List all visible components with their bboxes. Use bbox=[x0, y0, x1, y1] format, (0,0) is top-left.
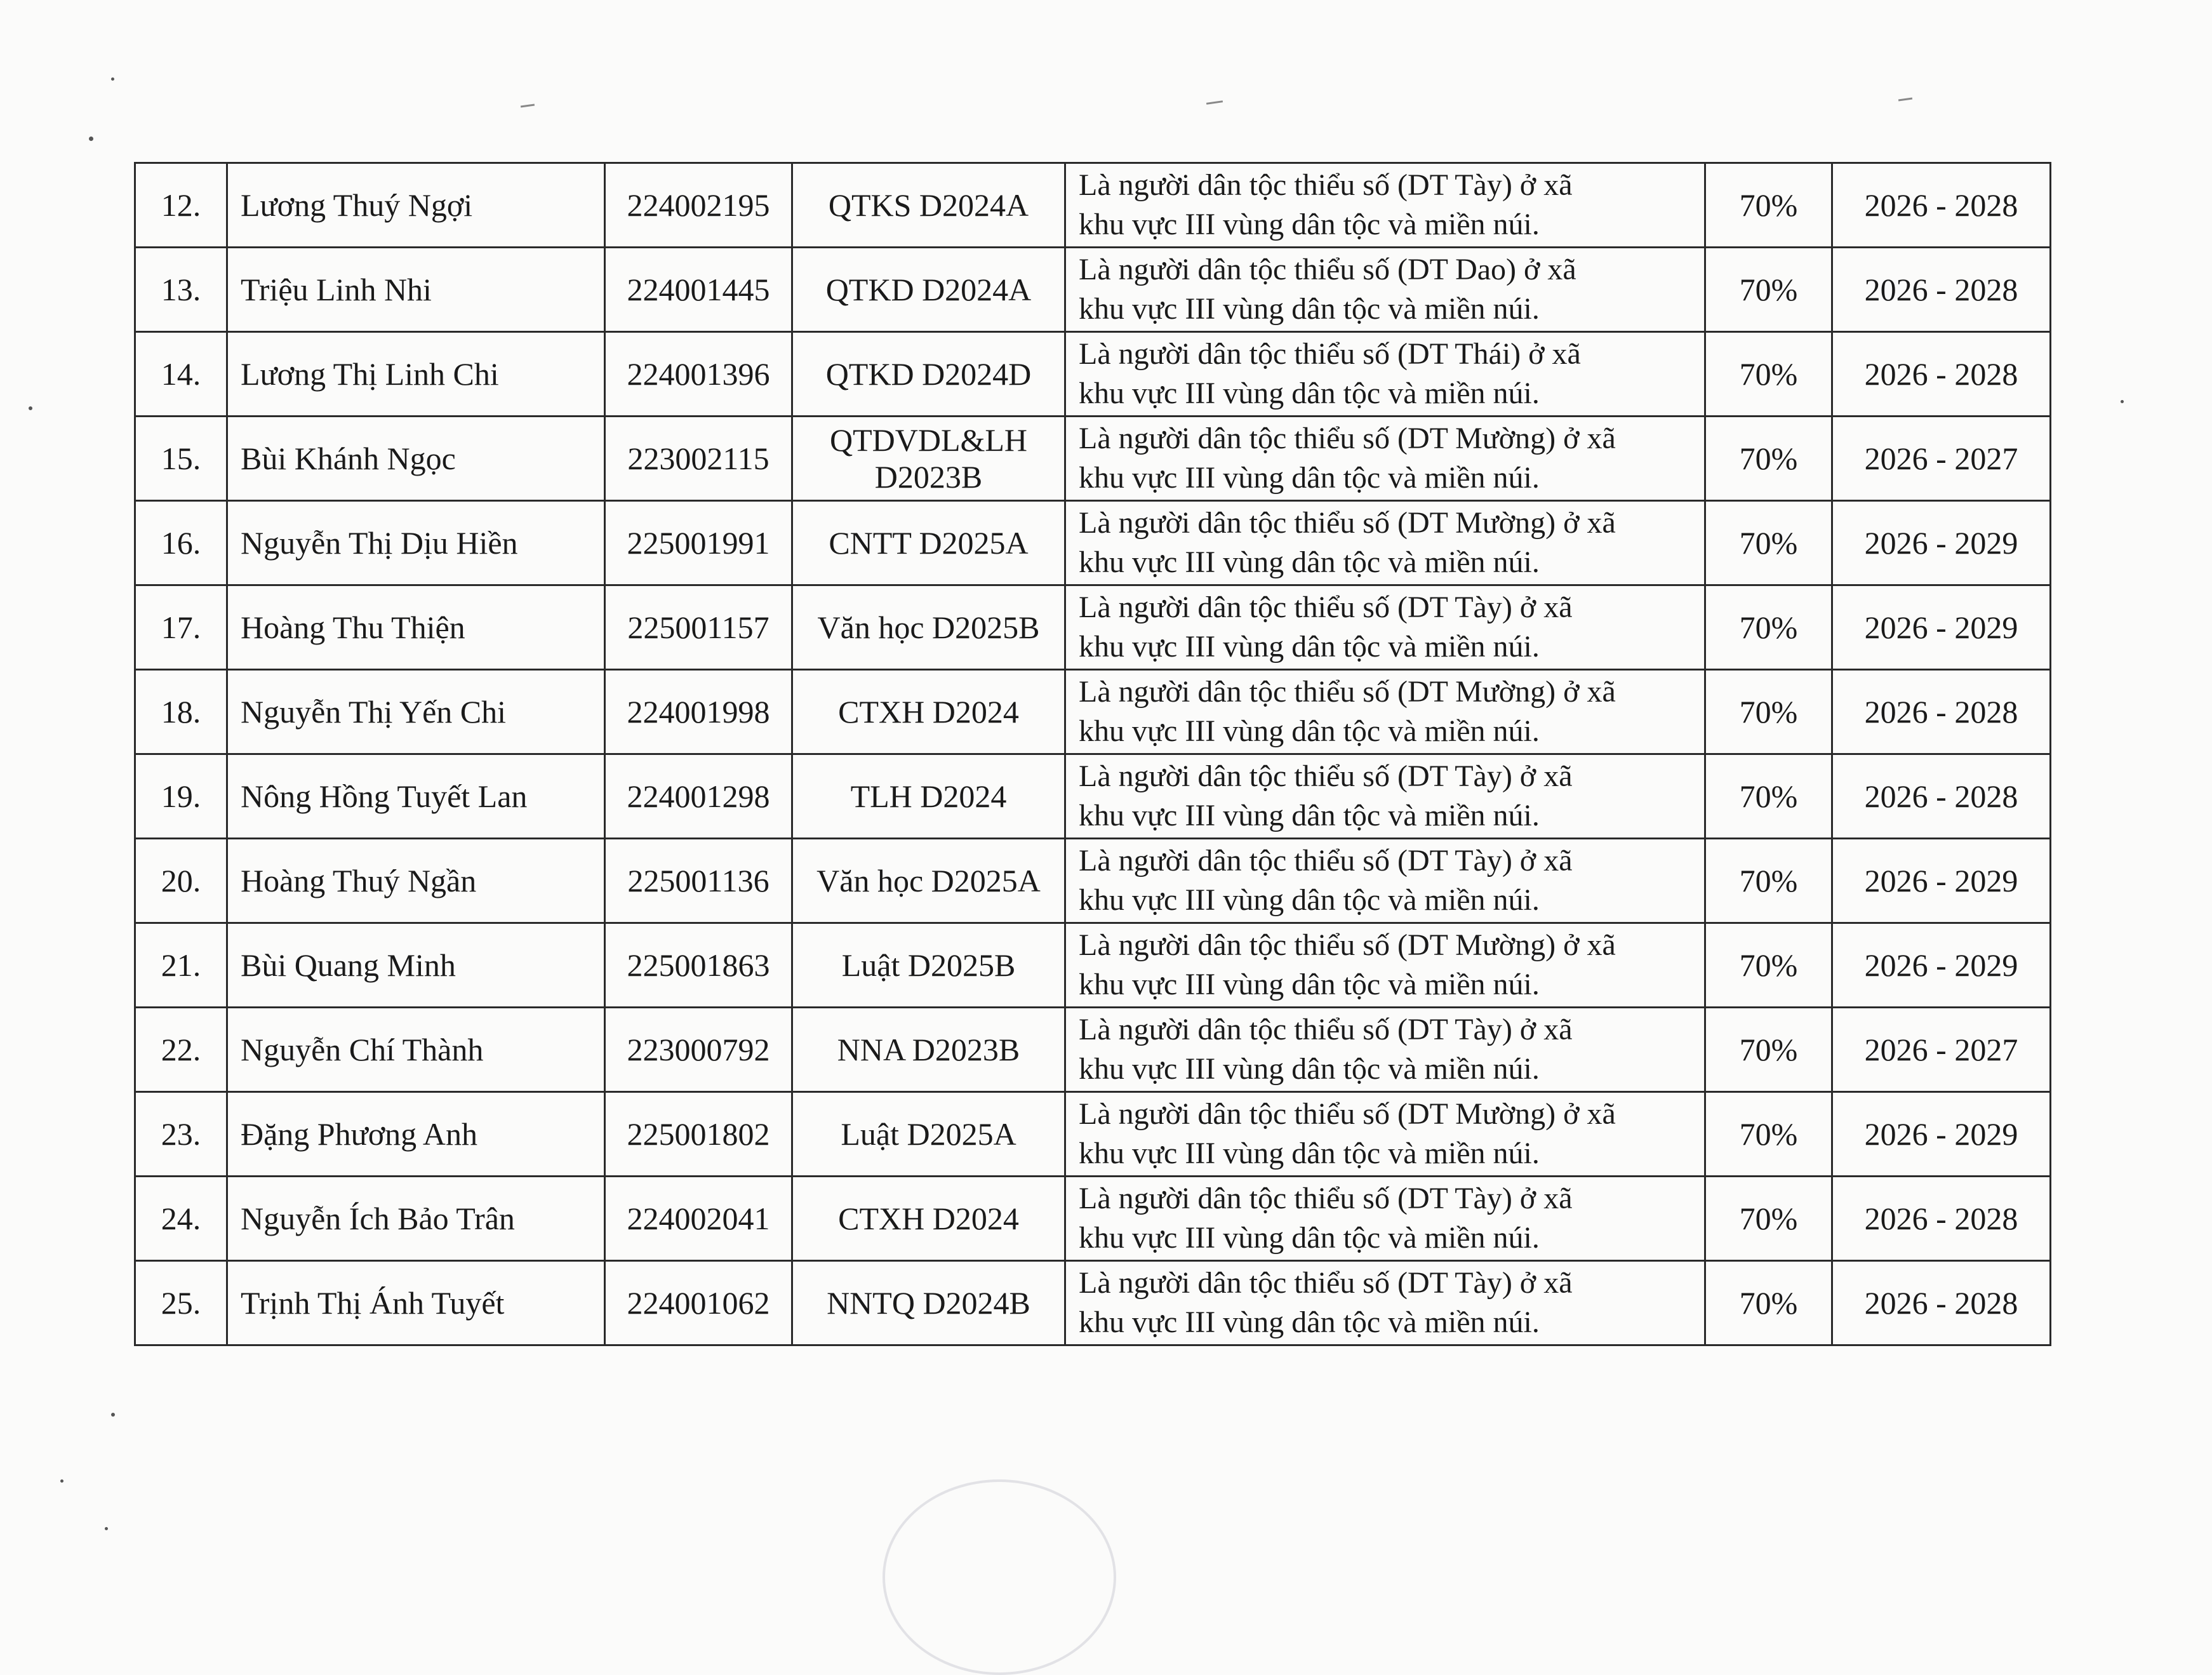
student-id: 225001157 bbox=[605, 585, 792, 670]
row-number: 23. bbox=[135, 1092, 227, 1177]
scan-speck bbox=[111, 1413, 115, 1417]
reason-line: khu vực III vùng dân tộc và miền núi. bbox=[1079, 1052, 1540, 1086]
support-rate: 70% bbox=[1705, 248, 1832, 332]
support-period: 2026 - 2029 bbox=[1832, 1092, 2051, 1177]
eligibility-reason bbox=[1065, 501, 1705, 585]
class-name bbox=[792, 754, 1065, 839]
reason-line: Là người dân tộc thiểu số (DT Mường) ở xã bbox=[1079, 506, 1616, 540]
table-row bbox=[135, 839, 2051, 923]
table-row bbox=[135, 1008, 2051, 1092]
eligibility-reason bbox=[1065, 332, 1705, 417]
reason-line: khu vực III vùng dân tộc và miền núi. bbox=[1079, 714, 1540, 748]
reason-line: Là người dân tộc thiểu số (DT Tày) ở xã bbox=[1079, 168, 1573, 202]
class-name bbox=[792, 1261, 1065, 1345]
eligibility-reason bbox=[1065, 670, 1705, 754]
class-name bbox=[792, 332, 1065, 417]
row-number: 18. bbox=[135, 670, 227, 754]
support-period: 2026 - 2028 bbox=[1832, 248, 2051, 332]
class-line: CTXH D2024 bbox=[838, 694, 1019, 730]
table-row bbox=[135, 754, 2051, 839]
eligibility-reason bbox=[1065, 1008, 1705, 1092]
student-id: 224002041 bbox=[605, 1177, 792, 1261]
student-name: Trịnh Thị Ánh Tuyết bbox=[227, 1261, 605, 1345]
support-period: 2026 - 2028 bbox=[1832, 754, 2051, 839]
reason-line: Là người dân tộc thiểu số (DT Tày) ở xã bbox=[1079, 1013, 1573, 1046]
student-name: Đặng Phương Anh bbox=[227, 1092, 605, 1177]
student-table bbox=[134, 162, 2049, 1346]
reason-line: Là người dân tộc thiểu số (DT Tày) ở xã bbox=[1079, 1182, 1573, 1215]
scan-speck bbox=[111, 77, 114, 81]
class-name bbox=[792, 417, 1065, 501]
support-rate: 70% bbox=[1705, 923, 1832, 1008]
class-name bbox=[792, 1177, 1065, 1261]
student-name: Nguyễn Thị Dịu Hiền bbox=[227, 501, 605, 585]
student-id: 224001298 bbox=[605, 754, 792, 839]
student-name: Nông Hồng Tuyết Lan bbox=[227, 754, 605, 839]
support-rate: 70% bbox=[1705, 163, 1832, 248]
class-line: TLH D2024 bbox=[850, 778, 1007, 814]
reason-line: khu vực III vùng dân tộc và miền núi. bbox=[1079, 968, 1540, 1001]
table-row bbox=[135, 1092, 2051, 1177]
reason-line: khu vực III vùng dân tộc và miền núi. bbox=[1079, 461, 1540, 495]
support-period: 2026 - 2028 bbox=[1832, 163, 2051, 248]
eligibility-reason bbox=[1065, 1261, 1705, 1345]
scan-mark bbox=[1898, 97, 1912, 101]
eligibility-reason bbox=[1065, 1092, 1705, 1177]
support-period: 2026 - 2028 bbox=[1832, 1261, 2051, 1345]
eligibility-reason bbox=[1065, 839, 1705, 923]
reason-line: khu vực III vùng dân tộc và miền núi. bbox=[1079, 1305, 1540, 1339]
support-period: 2026 - 2028 bbox=[1832, 332, 2051, 417]
class-line: Luật D2025B bbox=[841, 947, 1016, 983]
class-line: QTKD D2024D bbox=[825, 356, 1032, 392]
scan-speck bbox=[29, 406, 32, 410]
student-id: 225001991 bbox=[605, 501, 792, 585]
reason-line: Là người dân tộc thiểu số (DT Tày) ở xã bbox=[1079, 844, 1573, 878]
support-rate: 70% bbox=[1705, 839, 1832, 923]
support-rate: 70% bbox=[1705, 501, 1832, 585]
class-name bbox=[792, 248, 1065, 332]
reason-line: khu vực III vùng dân tộc và miền núi. bbox=[1079, 208, 1540, 241]
faded-stamp bbox=[883, 1479, 1116, 1675]
table-body bbox=[135, 163, 2051, 1345]
table-row bbox=[135, 417, 2051, 501]
support-rate: 70% bbox=[1705, 417, 1832, 501]
student-id: 223002115 bbox=[605, 417, 792, 501]
row-number: 14. bbox=[135, 332, 227, 417]
support-period: 2026 - 2029 bbox=[1832, 501, 2051, 585]
row-number: 25. bbox=[135, 1261, 227, 1345]
class-name bbox=[792, 1092, 1065, 1177]
row-number: 13. bbox=[135, 248, 227, 332]
reason-line: khu vực III vùng dân tộc và miền núi. bbox=[1079, 630, 1540, 664]
class-line: NNTQ D2024B bbox=[827, 1285, 1030, 1321]
class-line: Văn học D2025B bbox=[817, 610, 1040, 645]
class-line: QTKD D2024A bbox=[825, 272, 1032, 307]
reason-line: khu vực III vùng dân tộc và miền núi. bbox=[1079, 292, 1540, 326]
class-line: D2023B bbox=[874, 459, 983, 495]
support-period: 2026 - 2029 bbox=[1832, 923, 2051, 1008]
class-name bbox=[792, 923, 1065, 1008]
support-rate: 70% bbox=[1705, 754, 1832, 839]
class-line: CTXH D2024 bbox=[838, 1201, 1019, 1236]
student-name: Lương Thuý Ngợi bbox=[227, 163, 605, 248]
eligibility-reason bbox=[1065, 1177, 1705, 1261]
support-period: 2026 - 2028 bbox=[1832, 1177, 2051, 1261]
row-number: 22. bbox=[135, 1008, 227, 1092]
student-id: 225001802 bbox=[605, 1092, 792, 1177]
student-id: 224001396 bbox=[605, 332, 792, 417]
table-row bbox=[135, 1261, 2051, 1345]
class-name bbox=[792, 585, 1065, 670]
class-name bbox=[792, 670, 1065, 754]
student-name: Nguyễn Chí Thành bbox=[227, 1008, 605, 1092]
student-id: 224001445 bbox=[605, 248, 792, 332]
scan-mark bbox=[521, 103, 535, 107]
student-name: Nguyễn Thị Yến Chi bbox=[227, 670, 605, 754]
scan-speck bbox=[105, 1527, 108, 1530]
scan-speck bbox=[60, 1479, 63, 1483]
class-line: NNA D2023B bbox=[837, 1032, 1020, 1067]
reason-line: Là người dân tộc thiểu số (DT Dao) ở xã bbox=[1079, 253, 1576, 286]
table-row bbox=[135, 670, 2051, 754]
row-number: 17. bbox=[135, 585, 227, 670]
row-number: 20. bbox=[135, 839, 227, 923]
student-id: 224001998 bbox=[605, 670, 792, 754]
support-period: 2026 - 2027 bbox=[1832, 1008, 2051, 1092]
table-row bbox=[135, 163, 2051, 248]
reason-line: Là người dân tộc thiểu số (DT Tày) ở xã bbox=[1079, 591, 1573, 624]
support-period: 2026 - 2029 bbox=[1832, 585, 2051, 670]
support-rate: 70% bbox=[1705, 585, 1832, 670]
scan-speck bbox=[2121, 400, 2124, 403]
eligibility-reason bbox=[1065, 754, 1705, 839]
row-number: 16. bbox=[135, 501, 227, 585]
eligibility-reason bbox=[1065, 585, 1705, 670]
row-number: 19. bbox=[135, 754, 227, 839]
eligibility-reason bbox=[1065, 923, 1705, 1008]
support-period: 2026 - 2028 bbox=[1832, 670, 2051, 754]
student-name: Hoàng Thuý Ngần bbox=[227, 839, 605, 923]
row-number: 24. bbox=[135, 1177, 227, 1261]
class-name bbox=[792, 163, 1065, 248]
row-number: 12. bbox=[135, 163, 227, 248]
reason-line: Là người dân tộc thiểu số (DT Tày) ở xã bbox=[1079, 759, 1573, 793]
reason-line: Là người dân tộc thiểu số (DT Tày) ở xã bbox=[1079, 1266, 1573, 1300]
reason-line: Là người dân tộc thiểu số (DT Mường) ở xã bbox=[1079, 1097, 1616, 1131]
class-name bbox=[792, 839, 1065, 923]
eligibility-reason bbox=[1065, 248, 1705, 332]
support-rate: 70% bbox=[1705, 670, 1832, 754]
reason-line: khu vực III vùng dân tộc và miền núi. bbox=[1079, 883, 1540, 917]
class-line: Văn học D2025A bbox=[816, 863, 1041, 898]
table-row bbox=[135, 923, 2051, 1008]
class-name bbox=[792, 1008, 1065, 1092]
class-line: CNTT D2025A bbox=[829, 525, 1029, 561]
table-row bbox=[135, 332, 2051, 417]
student-name: Lương Thị Linh Chi bbox=[227, 332, 605, 417]
reason-line: Là người dân tộc thiểu số (DT Mường) ở xã bbox=[1079, 675, 1616, 709]
reason-line: Là người dân tộc thiểu số (DT Thái) ở xã bbox=[1079, 337, 1581, 371]
eligibility-reason bbox=[1065, 163, 1705, 248]
support-rate: 70% bbox=[1705, 332, 1832, 417]
reason-line: khu vực III vùng dân tộc và miền núi. bbox=[1079, 545, 1540, 579]
student-name: Bùi Quang Minh bbox=[227, 923, 605, 1008]
student-name: Nguyễn Ích Bảo Trân bbox=[227, 1177, 605, 1261]
student-id: 224002195 bbox=[605, 163, 792, 248]
class-line: Luật D2025A bbox=[841, 1116, 1016, 1152]
row-number: 15. bbox=[135, 417, 227, 501]
row-number: 21. bbox=[135, 923, 227, 1008]
student-id: 225001136 bbox=[605, 839, 792, 923]
support-rate: 70% bbox=[1705, 1092, 1832, 1177]
reason-line: khu vực III vùng dân tộc và miền núi. bbox=[1079, 1221, 1540, 1255]
scan-speck bbox=[89, 137, 93, 141]
scan-mark bbox=[1206, 100, 1223, 105]
table-row bbox=[135, 585, 2051, 670]
reason-line: khu vực III vùng dân tộc và miền núi. bbox=[1079, 799, 1540, 832]
student-name: Hoàng Thu Thiện bbox=[227, 585, 605, 670]
support-rate: 70% bbox=[1705, 1008, 1832, 1092]
table-row bbox=[135, 1177, 2051, 1261]
table-row bbox=[135, 501, 2051, 585]
table-row bbox=[135, 248, 2051, 332]
student-id: 224001062 bbox=[605, 1261, 792, 1345]
student-id: 223000792 bbox=[605, 1008, 792, 1092]
support-period: 2026 - 2027 bbox=[1832, 417, 2051, 501]
reason-line: khu vực III vùng dân tộc và miền núi. bbox=[1079, 377, 1540, 410]
class-name bbox=[792, 501, 1065, 585]
reason-line: Là người dân tộc thiểu số (DT Mường) ở xã bbox=[1079, 422, 1616, 455]
support-rate: 70% bbox=[1705, 1177, 1832, 1261]
reason-line: khu vực III vùng dân tộc và miền núi. bbox=[1079, 1137, 1540, 1170]
class-line: QTDVDL&LH bbox=[829, 422, 1028, 458]
support-period: 2026 - 2029 bbox=[1832, 839, 2051, 923]
eligibility-reason bbox=[1065, 417, 1705, 501]
student-name: Triệu Linh Nhi bbox=[227, 248, 605, 332]
class-line: QTKS D2024A bbox=[828, 187, 1029, 223]
reason-line: Là người dân tộc thiểu số (DT Mường) ở xã bbox=[1079, 928, 1616, 962]
student-name: Bùi Khánh Ngọc bbox=[227, 417, 605, 501]
student-id: 225001863 bbox=[605, 923, 792, 1008]
support-rate: 70% bbox=[1705, 1261, 1832, 1345]
